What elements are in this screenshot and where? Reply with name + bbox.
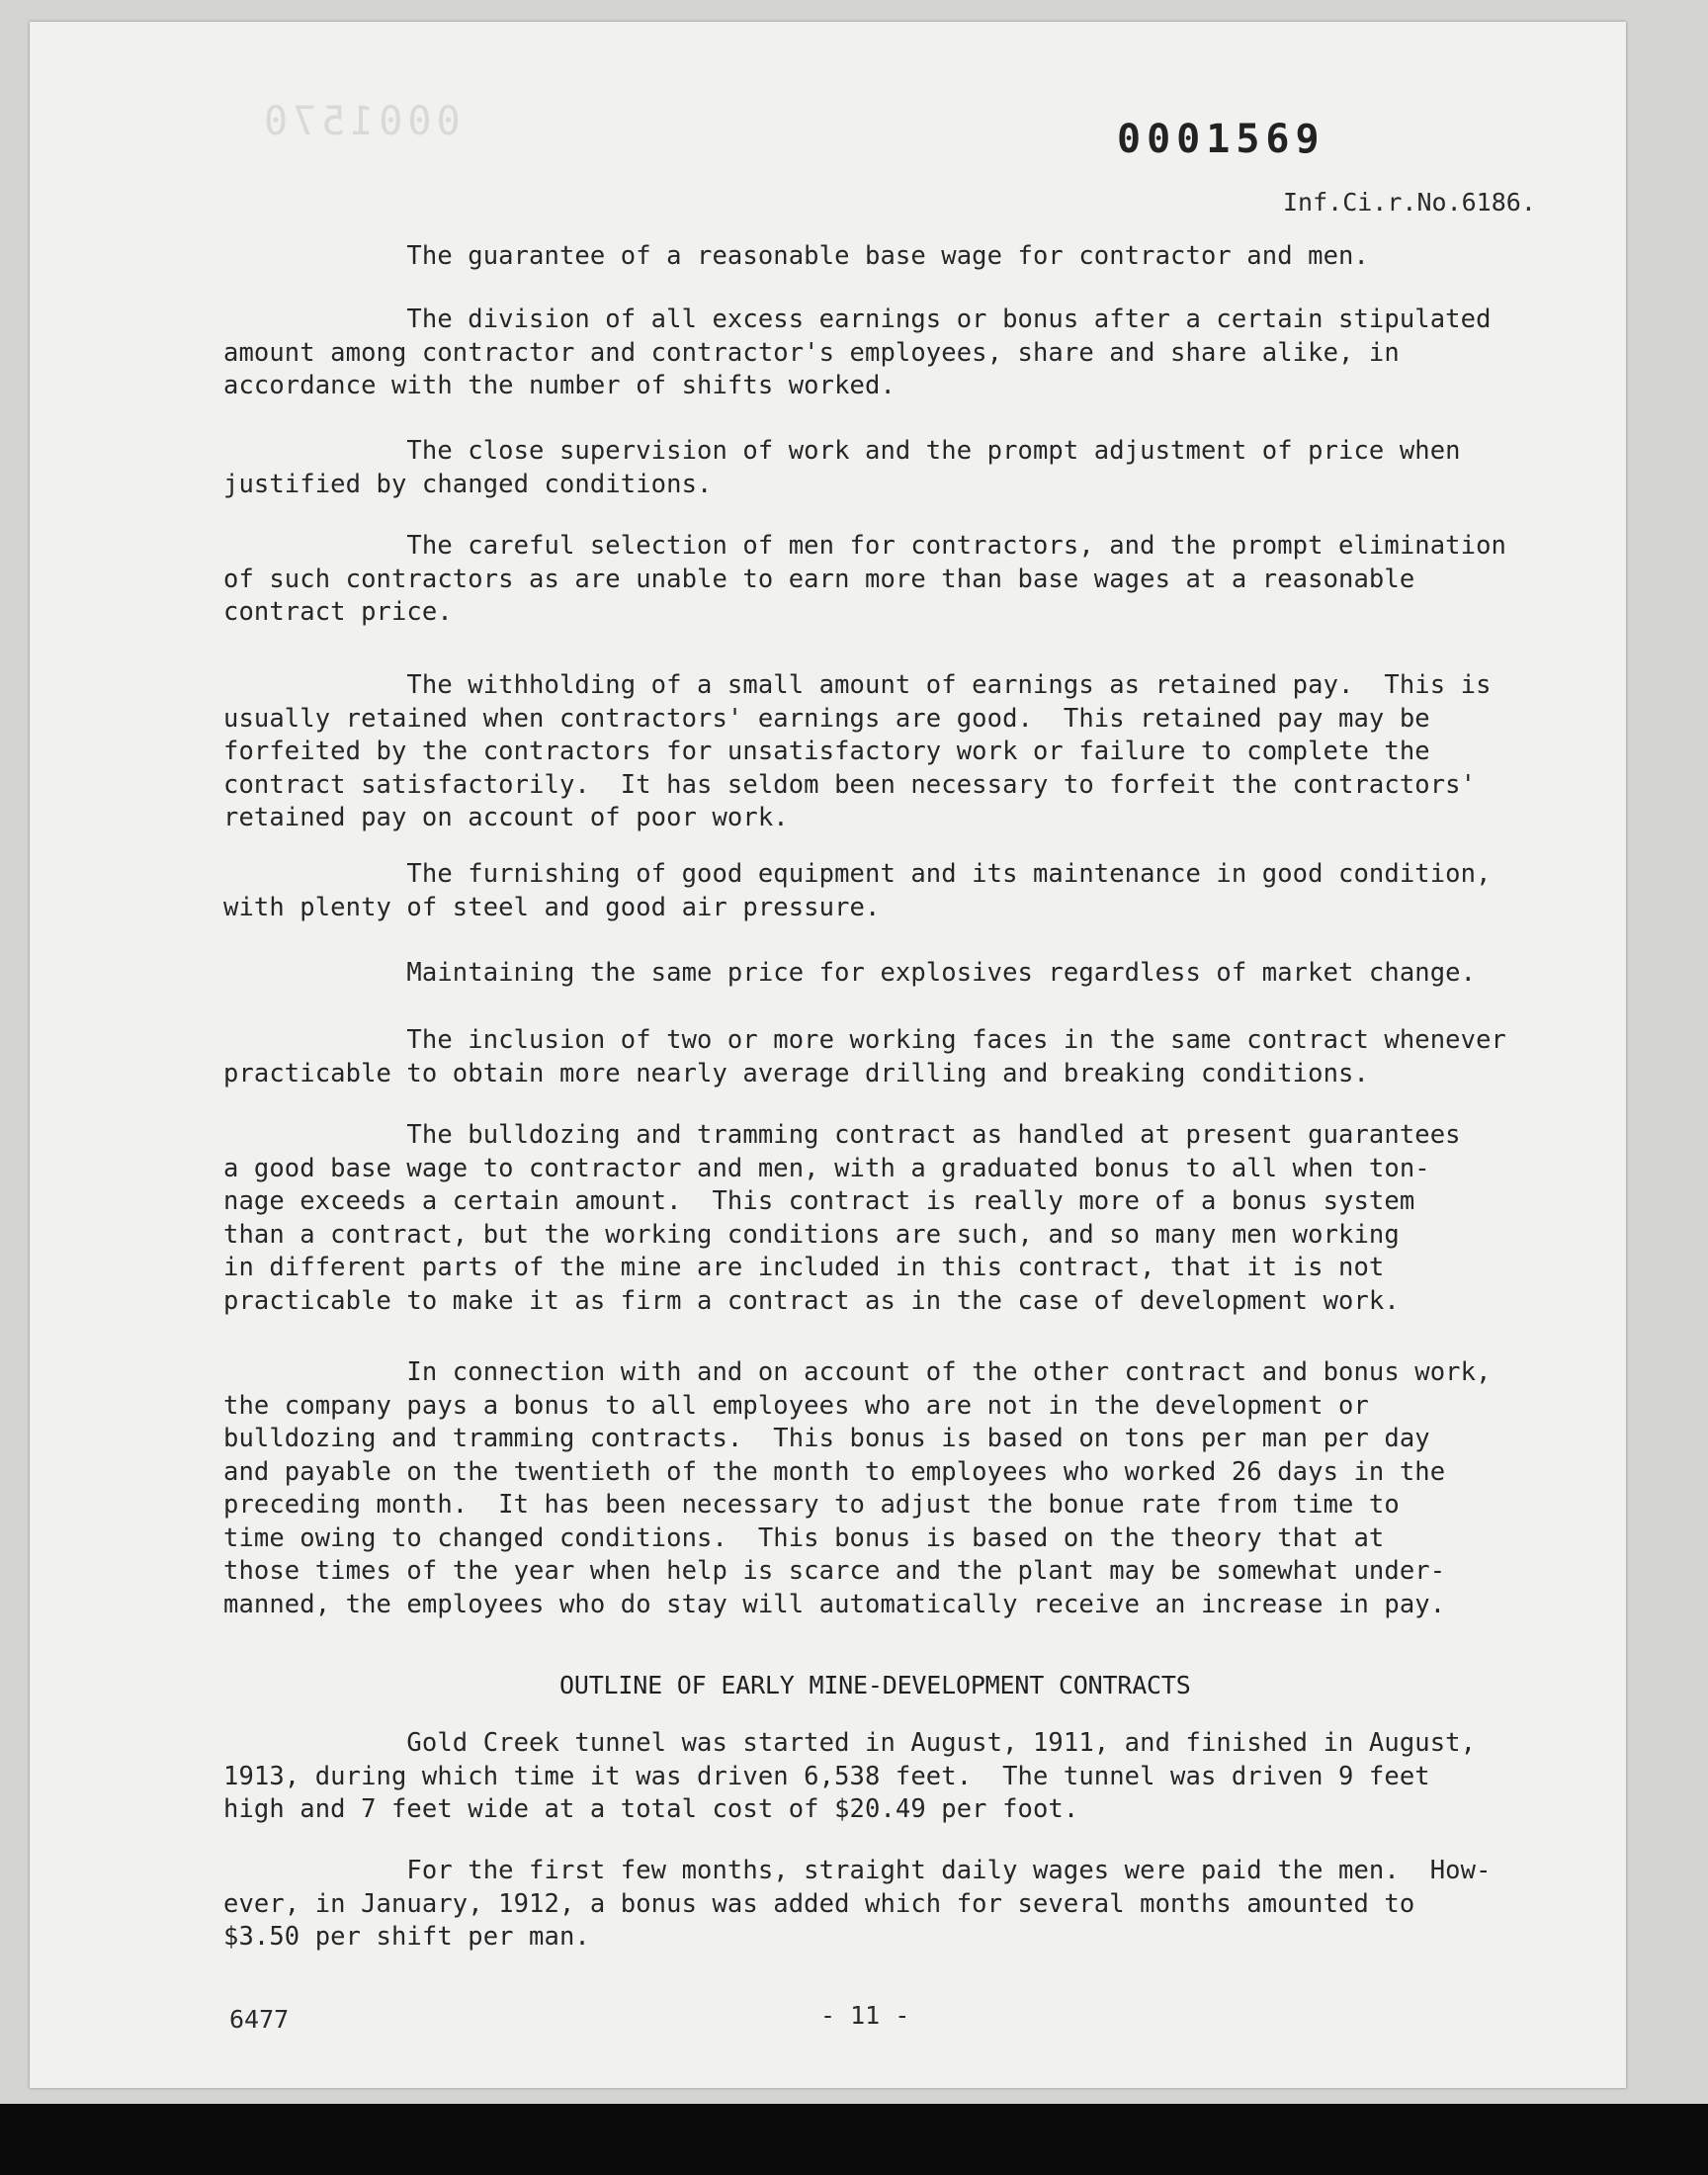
paragraph-base-wage: The guarantee of a reasonable base wage for contractor and men. (223, 241, 1369, 271)
document-page (30, 22, 1626, 2088)
paragraph-gold-creek: Gold Creek tunnel was started in August, 1911, and finished in August, 1913, during which time it was driven 6,538 feet. The tunnel was driven 9 feet high and 7 feet wide at a total cost of $20.49 per foot. (223, 1728, 1477, 1824)
circular-reference: Inf.Ci.r.No.6186. (1283, 188, 1536, 217)
report-id: 6477 (229, 2005, 290, 2034)
bleed-through-number: 0001570 (259, 99, 461, 144)
paragraph-explosives: Maintaining the same price for explosives regardless of market change. (223, 958, 1477, 988)
paragraph-supervision: The close supervision of work and the prompt adjustment of price when justified by changed conditions. (223, 436, 1461, 499)
paragraph-selection: The careful selection of men for contractors, and the prompt elimination of such contractors as are unable to earn more than base wages at a reasonable contract price. (223, 531, 1506, 627)
page-number: - 11 - (820, 2001, 910, 2030)
paragraph-excess-earnings: The division of all excess earnings or bonus after a certain stipulated amount among contractor and contractor's employees, share and share alike, in accordance with the number of shifts worked. (223, 304, 1492, 400)
paragraph-company-bonus: In connection with and on account of the other contract and bonus work, the company pays a bonus to all employees who are not in the development or bulldozing and tramming contracts. This bonus is based on tons per man per day and payable on the twentieth of the month to employees who worked 26 days in the preceding month. It has been necessary to adjust the bonue rate from time to time owing to changed conditions. This bonus is based on the theory that at those times of the year when help is scarce and the plant may be somewhat under- manned, the employees who do stay will automatically receive an increase in pay. (223, 1357, 1492, 1619)
scan-bottom-border (0, 2104, 1708, 2175)
paragraph-equipment: The furnishing of good equipment and its maintenance in good condition, with plenty of steel and good air pressure. (223, 859, 1492, 922)
paragraph-retained-pay: The withholding of a small amount of earnings as retained pay. This is usually retained when contractors' earnings are good. This retained pay may be forfeited by the contractors for unsatisfactory work or failure to complete the contract satisfactorily. It has seldom been necessary to forfeit the contractors' retained pay on account of poor work. (223, 670, 1492, 832)
paragraph-bulldozing: The bulldozing and tramming contract as handled at present guarantees a good base wage to contractor and men, with a graduated bonus to all when ton- nage exceeds a certain amount. This contract is really more of a bonus system than a contract, but the working conditions are such, and so many men working in different parts of the mine are included in this contract, that it is not practicable to make it as firm a contract as in the case of development work. (223, 1120, 1461, 1316)
document-number: 0001569 (1117, 117, 1325, 162)
paragraph-daily-wages: For the first few months, straight daily wages were paid the men. How- ever, in January, 1912, a bonus was added which for several months amounted to $3.50 per shift per man. (223, 1856, 1492, 1952)
paragraph-working-faces: The inclusion of two or more working faces in the same contract whenever practicable to obtain more nearly average drilling and breaking conditions. (223, 1025, 1506, 1088)
section-heading: OUTLINE OF EARLY MINE-DEVELOPMENT CONTRACTS (559, 1671, 1191, 1699)
